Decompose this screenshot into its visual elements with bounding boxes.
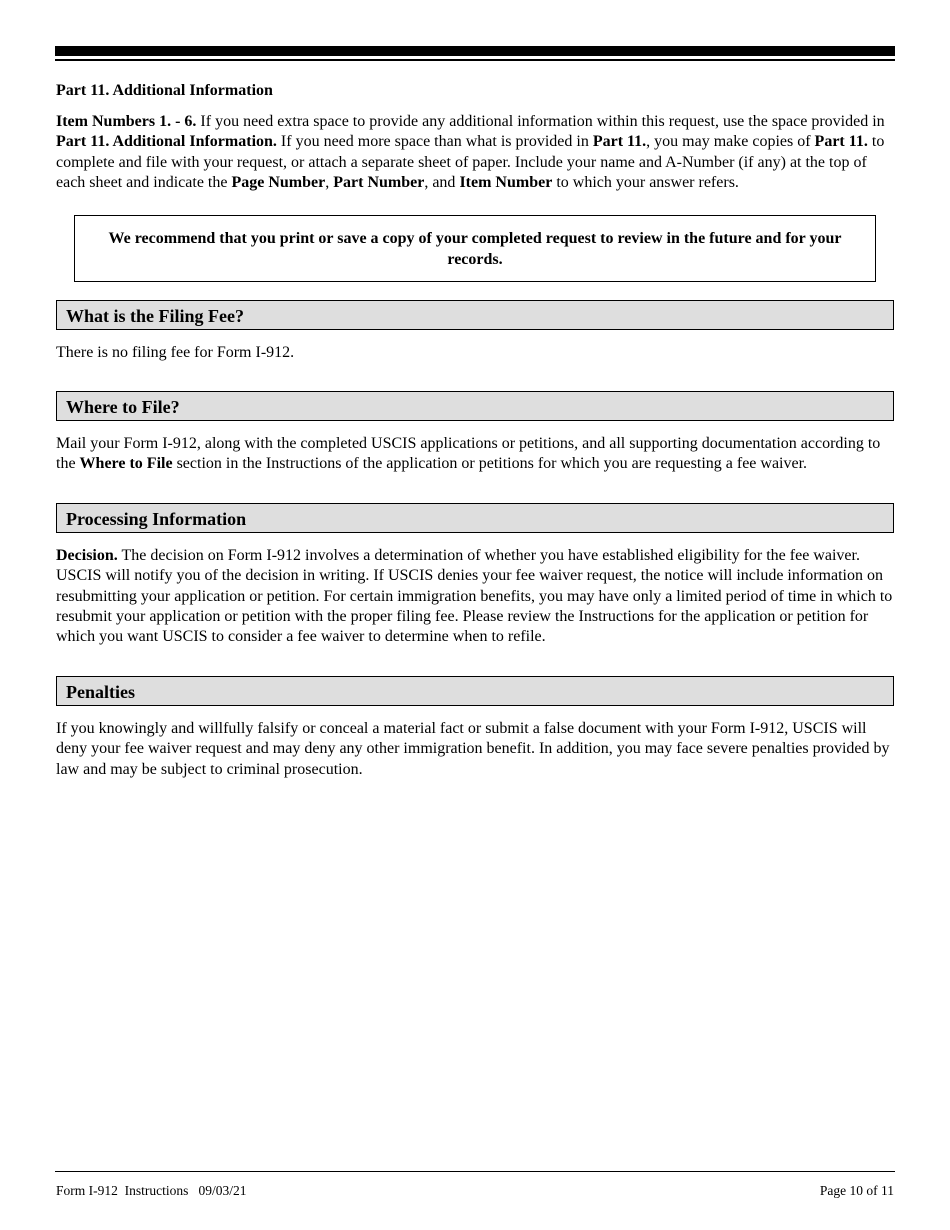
footer-page-number: Page 10 of 11 xyxy=(819,1183,894,1198)
header-rule-thick xyxy=(55,46,895,56)
filing-fee-section-header xyxy=(56,300,894,330)
text-run: , xyxy=(325,174,334,192)
bold-text-run: Part 11. xyxy=(814,133,868,151)
text-run: Mail your Form I-912, along with the completed USCIS applications or petitions, and all supporting documentation according to the xyxy=(56,435,881,473)
bold-text-run: Part 11. xyxy=(592,133,647,151)
bold-text-run: Page Number xyxy=(231,174,326,192)
text-run: If you need more space than what is provided in xyxy=(276,133,593,151)
bold-text-run: Part Number xyxy=(333,174,425,192)
where-to-file-paragraph xyxy=(56,434,894,475)
recommendation-notice-box xyxy=(74,215,876,282)
bold-text-run: Part 11. Additional Information. xyxy=(56,133,277,151)
text-run: to complete and file with your request, or attach a separate sheet of paper. Include your name and A-Number (if any) at the top of each sheet and indicate the xyxy=(56,133,885,192)
bold-text-run: Item Number xyxy=(459,174,553,192)
bold-text-run: Item Numbers 1. - 6. xyxy=(56,113,197,130)
where-to-file-section-title: Where to File? xyxy=(66,397,180,418)
filing-fee-section-title: What is the Filing Fee? xyxy=(66,305,244,326)
text-run: , and xyxy=(424,174,460,192)
text-run: section in the Instructions of the application or petitions for which you are requesting a fee waiver. xyxy=(172,455,808,473)
penalties-section-header xyxy=(56,676,894,706)
footer-rule xyxy=(55,1171,895,1172)
text-run: , you may make copies of xyxy=(646,133,815,151)
penalties-paragraph: If you knowingly and willfully falsify or conceal a material fact or submit a false document with your Form I-912, USCIS will deny your fee waiver request and may deny any other immigration benefit. In addition, you may face severe penalties provided by law and may be subject to criminal prosecution. xyxy=(56,719,890,778)
filing-fee-paragraph: There is no filing fee for Form I-912. xyxy=(56,343,295,361)
processing-paragraph xyxy=(56,546,894,648)
header-rule-thin xyxy=(55,59,895,61)
recommendation-notice-text: We recommend that you print or save a copy of your completed request to review in the future and for your records. xyxy=(108,229,842,268)
where-to-file-section-header xyxy=(56,391,894,421)
text-run: to which your answer refers. xyxy=(552,174,739,192)
penalties-section-title: Penalties xyxy=(66,681,135,702)
page-content xyxy=(56,80,894,780)
text-run: The decision on Form I-912 involves a determination of whether you have established eligibility for the fee waiver. USCIS will notify you of the decision in writing. If USCIS denies your fee waiver request, the notice will include information on resubmitting your application or petition. For certain immigration benefits, you may have only a limited period of time in which to resubmit your application or petition with the proper filing fee. Please review the Instructions for the application or petition for which you want USCIS to consider a fee waiver to determine when to refile. xyxy=(56,546,893,646)
text-run: If you need extra space to provide any additional information within this request, use the space provided in xyxy=(196,113,885,130)
bold-text-run: Where to File xyxy=(79,455,173,473)
processing-section-title: Processing Information xyxy=(66,508,247,529)
part-11-heading: Part 11. Additional Information xyxy=(56,82,273,99)
bold-text-run: Decision. xyxy=(56,546,118,564)
part-11-paragraph xyxy=(56,112,894,194)
processing-section-header xyxy=(56,503,894,533)
footer-form-info: Form I-912 Instructions 09/03/21 xyxy=(56,1183,247,1198)
